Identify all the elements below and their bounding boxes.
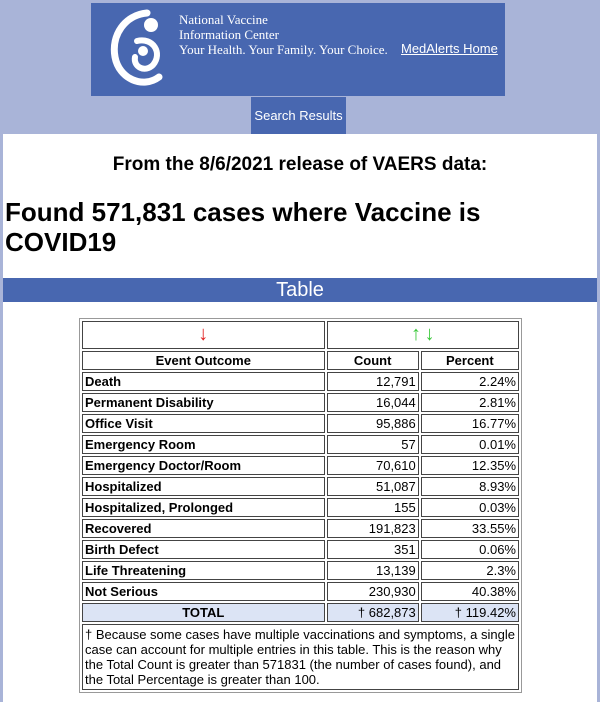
row-count: 13,139 bbox=[327, 561, 419, 580]
row-count: 191,823 bbox=[327, 519, 419, 538]
row-percent: 0.06% bbox=[421, 540, 519, 559]
row-percent: 0.03% bbox=[421, 498, 519, 517]
medalerts-home-link[interactable]: MedAlerts Home bbox=[401, 41, 498, 56]
sort-arrow-row bbox=[82, 321, 519, 349]
column-header-percent: Percent bbox=[421, 351, 519, 370]
org-tagline: Your Health. Your Family. Your Choice. bbox=[179, 42, 388, 57]
table-row bbox=[82, 372, 519, 391]
tab-search-results[interactable]: Search Results bbox=[251, 97, 346, 134]
row-percent: 12.35% bbox=[421, 456, 519, 475]
row-outcome: Birth Defect bbox=[82, 540, 325, 559]
row-outcome: Emergency Room bbox=[82, 435, 325, 454]
row-percent: 2.3% bbox=[421, 561, 519, 580]
column-header-count: Count bbox=[327, 351, 419, 370]
row-count: 155 bbox=[327, 498, 419, 517]
row-percent: 0.01% bbox=[421, 435, 519, 454]
row-count: 12,791 bbox=[327, 372, 419, 391]
table-row bbox=[82, 414, 519, 433]
org-name-line2: Information Center bbox=[179, 27, 279, 42]
row-outcome: Not Serious bbox=[82, 582, 325, 601]
total-count: † 682,873 bbox=[327, 603, 419, 622]
footnote-row bbox=[82, 624, 519, 690]
table-row bbox=[82, 477, 519, 496]
table-row bbox=[82, 582, 519, 601]
sort-ascending-icon[interactable]: ↑ bbox=[410, 323, 421, 345]
sort-descending-icon[interactable]: ↓ bbox=[424, 323, 435, 345]
row-count: 16,044 bbox=[327, 393, 419, 412]
row-percent: 2.24% bbox=[421, 372, 519, 391]
total-label: TOTAL bbox=[82, 603, 325, 622]
row-outcome: Recovered bbox=[82, 519, 325, 538]
table-row bbox=[82, 540, 519, 559]
row-percent: 8.93% bbox=[421, 477, 519, 496]
outcome-table-wrapper bbox=[79, 318, 522, 693]
row-percent: 33.55% bbox=[421, 519, 519, 538]
row-outcome: Permanent Disability bbox=[82, 393, 325, 412]
row-outcome: Life Threatening bbox=[82, 561, 325, 580]
table-row bbox=[82, 435, 519, 454]
results-headline: Found 571,831 cases where Vaccine is COVID19 bbox=[5, 197, 481, 257]
org-name bbox=[179, 12, 388, 57]
row-outcome: Hospitalized bbox=[82, 477, 325, 496]
row-outcome: Death bbox=[82, 372, 325, 391]
table-row bbox=[82, 519, 519, 538]
table-row bbox=[82, 498, 519, 517]
count-arrow-cell bbox=[327, 321, 519, 349]
total-percent: † 119.42% bbox=[421, 603, 519, 622]
table-header-row bbox=[82, 351, 519, 370]
row-outcome: Office Visit bbox=[82, 414, 325, 433]
outcome-arrow-cell bbox=[82, 321, 325, 349]
total-row bbox=[82, 603, 519, 622]
row-percent: 16.77% bbox=[421, 414, 519, 433]
row-count: 57 bbox=[327, 435, 419, 454]
column-header-outcome: Event Outcome bbox=[82, 351, 325, 370]
row-count: 51,087 bbox=[327, 477, 419, 496]
row-outcome: Emergency Doctor/Room bbox=[82, 456, 325, 475]
section-header-table: Table bbox=[3, 278, 597, 302]
header-banner bbox=[91, 3, 505, 96]
org-name-line1: National Vaccine bbox=[179, 12, 268, 27]
table-row bbox=[82, 561, 519, 580]
nvic-logo-icon bbox=[107, 7, 171, 91]
row-outcome: Hospitalized, Prolonged bbox=[82, 498, 325, 517]
main-content bbox=[3, 134, 597, 702]
row-count: 351 bbox=[327, 540, 419, 559]
row-count: 70,610 bbox=[327, 456, 419, 475]
table-row bbox=[82, 456, 519, 475]
sort-down-red-icon: ↓ bbox=[198, 323, 209, 345]
footnote-text: † Because some cases have multiple vaccinations and symptoms, a single case can account for multiple entries in this table. This is the reason why the Total Count is greater than 571831 (the number of cases found), and the Total Percentage is greater than 100. bbox=[82, 624, 519, 690]
outcome-table bbox=[79, 318, 522, 693]
row-percent: 2.81% bbox=[421, 393, 519, 412]
row-count: 95,886 bbox=[327, 414, 419, 433]
row-count: 230,930 bbox=[327, 582, 419, 601]
release-subtitle: From the 8/6/2021 release of VAERS data: bbox=[112, 154, 488, 175]
row-percent: 40.38% bbox=[421, 582, 519, 601]
table-row bbox=[82, 393, 519, 412]
